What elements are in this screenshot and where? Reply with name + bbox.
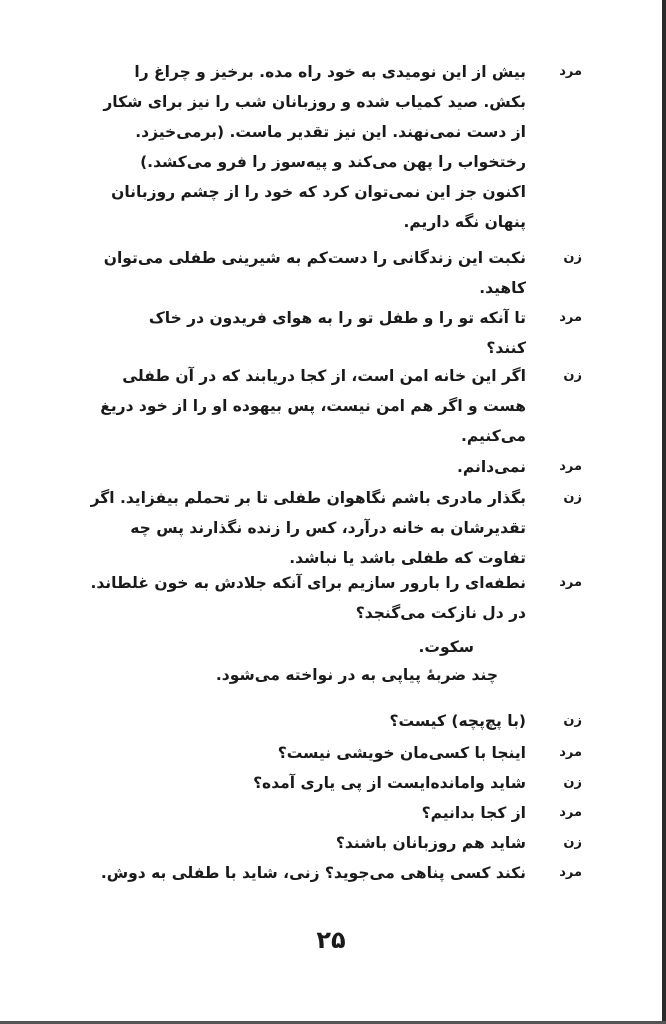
dialogue-line: بیش از این نومیدی به خود راه مده. برخیز و چراغ را xyxy=(134,63,526,81)
page-edge-shadow xyxy=(662,0,666,1024)
speaker-name: زن xyxy=(563,835,582,850)
dialogue-line: اکنون جز این نمی‌توان کرد که خود را از چشم روزبانان xyxy=(111,183,526,201)
speaker-name: مرد xyxy=(559,459,582,474)
dialogue-line: پنهان نگه داریم. xyxy=(403,213,526,231)
speaker-name: مرد xyxy=(559,310,582,325)
dialogue-line: تفاوت که طفلی باشد یا نباشد. xyxy=(289,549,526,567)
dialogue-line: شاید وامانده‌ایست از پی یاری آمده؟ xyxy=(253,774,526,792)
speaker-name: زن xyxy=(563,490,582,505)
dialogue-line: هست و اگر هم امن نیست، پس بیهوده او را از خود دریغ xyxy=(100,397,526,415)
dialogue-line: نمی‌دانم. xyxy=(456,458,526,476)
dialogue-line: اینجا با کسی‌مان خویشی نیست؟ xyxy=(277,744,526,762)
dialogue-line: می‌کنیم. xyxy=(461,427,526,445)
speaker-name: زن xyxy=(563,250,582,265)
dialogue-line: تا آنکه تو را و طفل تو را به هوای فریدون در خاک xyxy=(148,309,526,327)
dialogue-line: بگذار مادری باشم نگاهوان طفلی تا بر تحملم بیفزاید. اگر xyxy=(90,489,526,507)
dialogue-line: شاید هم روزبانان باشند؟ xyxy=(335,834,526,852)
dialogue-line: کاهید. xyxy=(479,279,526,297)
stage-line: سکوت. xyxy=(418,638,474,656)
page-number: ۲۵ xyxy=(316,926,346,954)
dialogue-line: کنند؟ xyxy=(486,339,526,357)
speaker-name: مرد xyxy=(559,745,582,760)
dialogue-line: اگر این خانه امن است، از کجا دریابند که در آن طفلی xyxy=(122,367,526,385)
speaker-name: مرد xyxy=(559,575,582,590)
dialogue-line: نطفه‌ای را بارور سازیم برای آنکه جلادش به خون غلطاند. xyxy=(90,574,526,592)
stage-line: چند ضربهٔ پیاپی به در نواخته می‌شود. xyxy=(215,666,498,684)
speaker-name: مرد xyxy=(559,64,582,79)
dialogue-line: (با پچ‌پچه) کیست؟ xyxy=(389,712,526,730)
speaker-name: زن xyxy=(563,775,582,790)
dialogue-line: از دست نمی‌نهند. این نیز تقدیر ماست. (برمی‌خیزد. xyxy=(135,123,526,141)
speaker-name: زن xyxy=(563,368,582,383)
dialogue-line: تقدیرشان به خانه درآرد، کس را زنده نگذارند پس چه xyxy=(130,519,526,537)
speaker-name: زن xyxy=(563,713,582,728)
dialogue-line: نکند کسی پناهی می‌جوید؟ زنی، شاید با طفلی به دوش. xyxy=(100,864,526,882)
dialogue-line: از کجا بدانیم؟ xyxy=(421,804,526,822)
dialogue-line: در دل نازکت می‌گنجد؟ xyxy=(355,604,526,622)
speaker-name: مرد xyxy=(559,805,582,820)
dialogue-line: بکش. صید کمیاب شده و روزبانان شب را نیز برای شکار xyxy=(103,93,526,111)
speaker-name: مرد xyxy=(559,865,582,880)
dialogue-line: نکبت این زندگانی را دست‌کم به شیرینی طفلی می‌توان xyxy=(103,249,526,267)
dialogue-line: رختخواب را پهن می‌کند و پیه‌سوز را فرو می‌کشد.) xyxy=(140,153,526,171)
